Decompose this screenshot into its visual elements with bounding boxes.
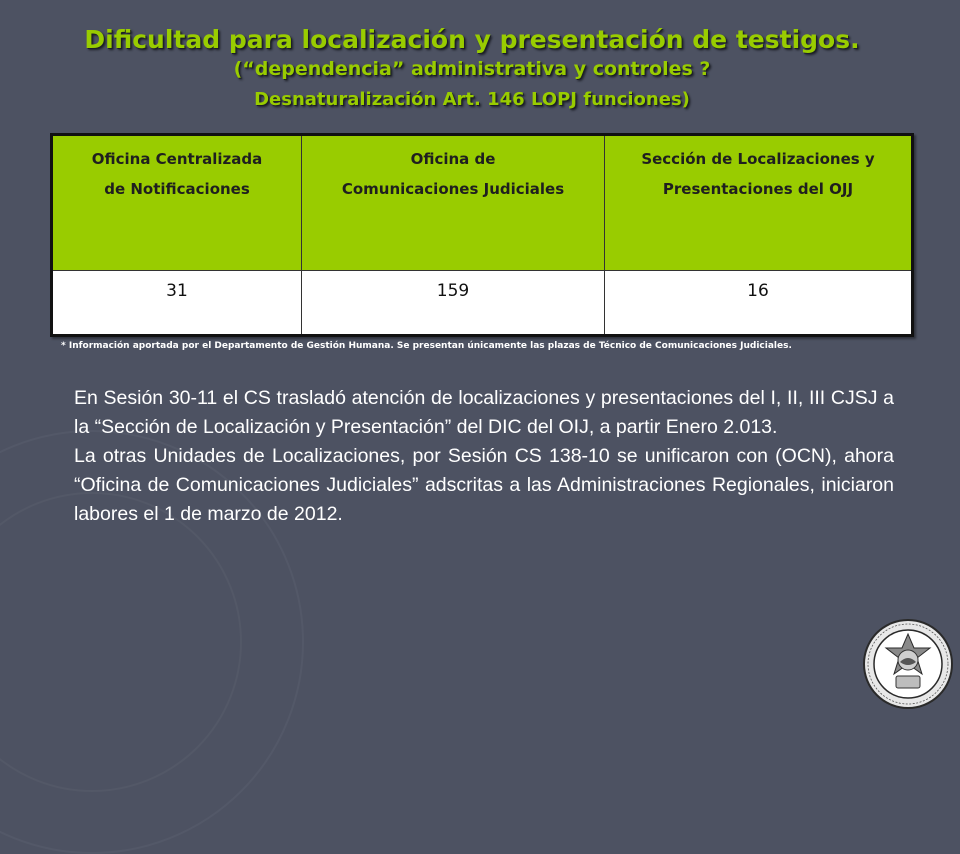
institutional-seal-icon <box>862 618 954 710</box>
table-footnote: * Información aportada por el Departamento de Gestión Humana. Se presentan únicamente las plazas de Técnico de Comunicaciones Judiciales. <box>61 341 792 351</box>
value-oficina-centralizada: 31 <box>52 271 302 336</box>
table-row <box>52 271 913 336</box>
body-text <box>74 384 894 529</box>
header-line: Presentaciones del OJJ <box>662 180 854 198</box>
header-oficina-comunicaciones <box>302 135 605 271</box>
offices-table <box>50 133 914 337</box>
body-paragraph-1: En Sesión 30-11 el CS trasladó atención de localizaciones y presentaciones del I, II, III CJSJ a la “Sección de Localización y Presentación” del DIC del OIJ, a partir Enero 2.013. <box>74 387 894 438</box>
header-line: Oficina de <box>410 150 496 168</box>
page-subtitle-2: Desnaturalización Art. 146 LOPJ funciones) <box>254 89 690 110</box>
header-line: Sección de Localizaciones y <box>641 150 875 168</box>
page-title: Dificultad para localización y presentación de testigos. <box>84 25 860 54</box>
body-paragraph-2: La otras Unidades de Localizaciones, por Sesión CS 138-10 se unificaron con (OCN), ahora “Oficina de Comunicaciones Judiciales” adscritas a las Administraciones Regionales, iniciaron labores el 1 de marzo de 2012. <box>74 445 894 525</box>
value-oficina-comunicaciones: 159 <box>302 271 605 336</box>
value-seccion-localizaciones: 16 <box>605 271 913 336</box>
page-subtitle-1: (“dependencia” administrativa y controles ? <box>233 58 711 80</box>
header-line: Comunicaciones Judiciales <box>341 180 565 198</box>
header-line: de Notificaciones <box>104 180 250 198</box>
header-line: Oficina Centralizada <box>91 150 263 168</box>
header-oficina-centralizada <box>52 135 302 271</box>
table-header-row <box>52 135 913 271</box>
header-seccion-localizaciones <box>605 135 913 271</box>
